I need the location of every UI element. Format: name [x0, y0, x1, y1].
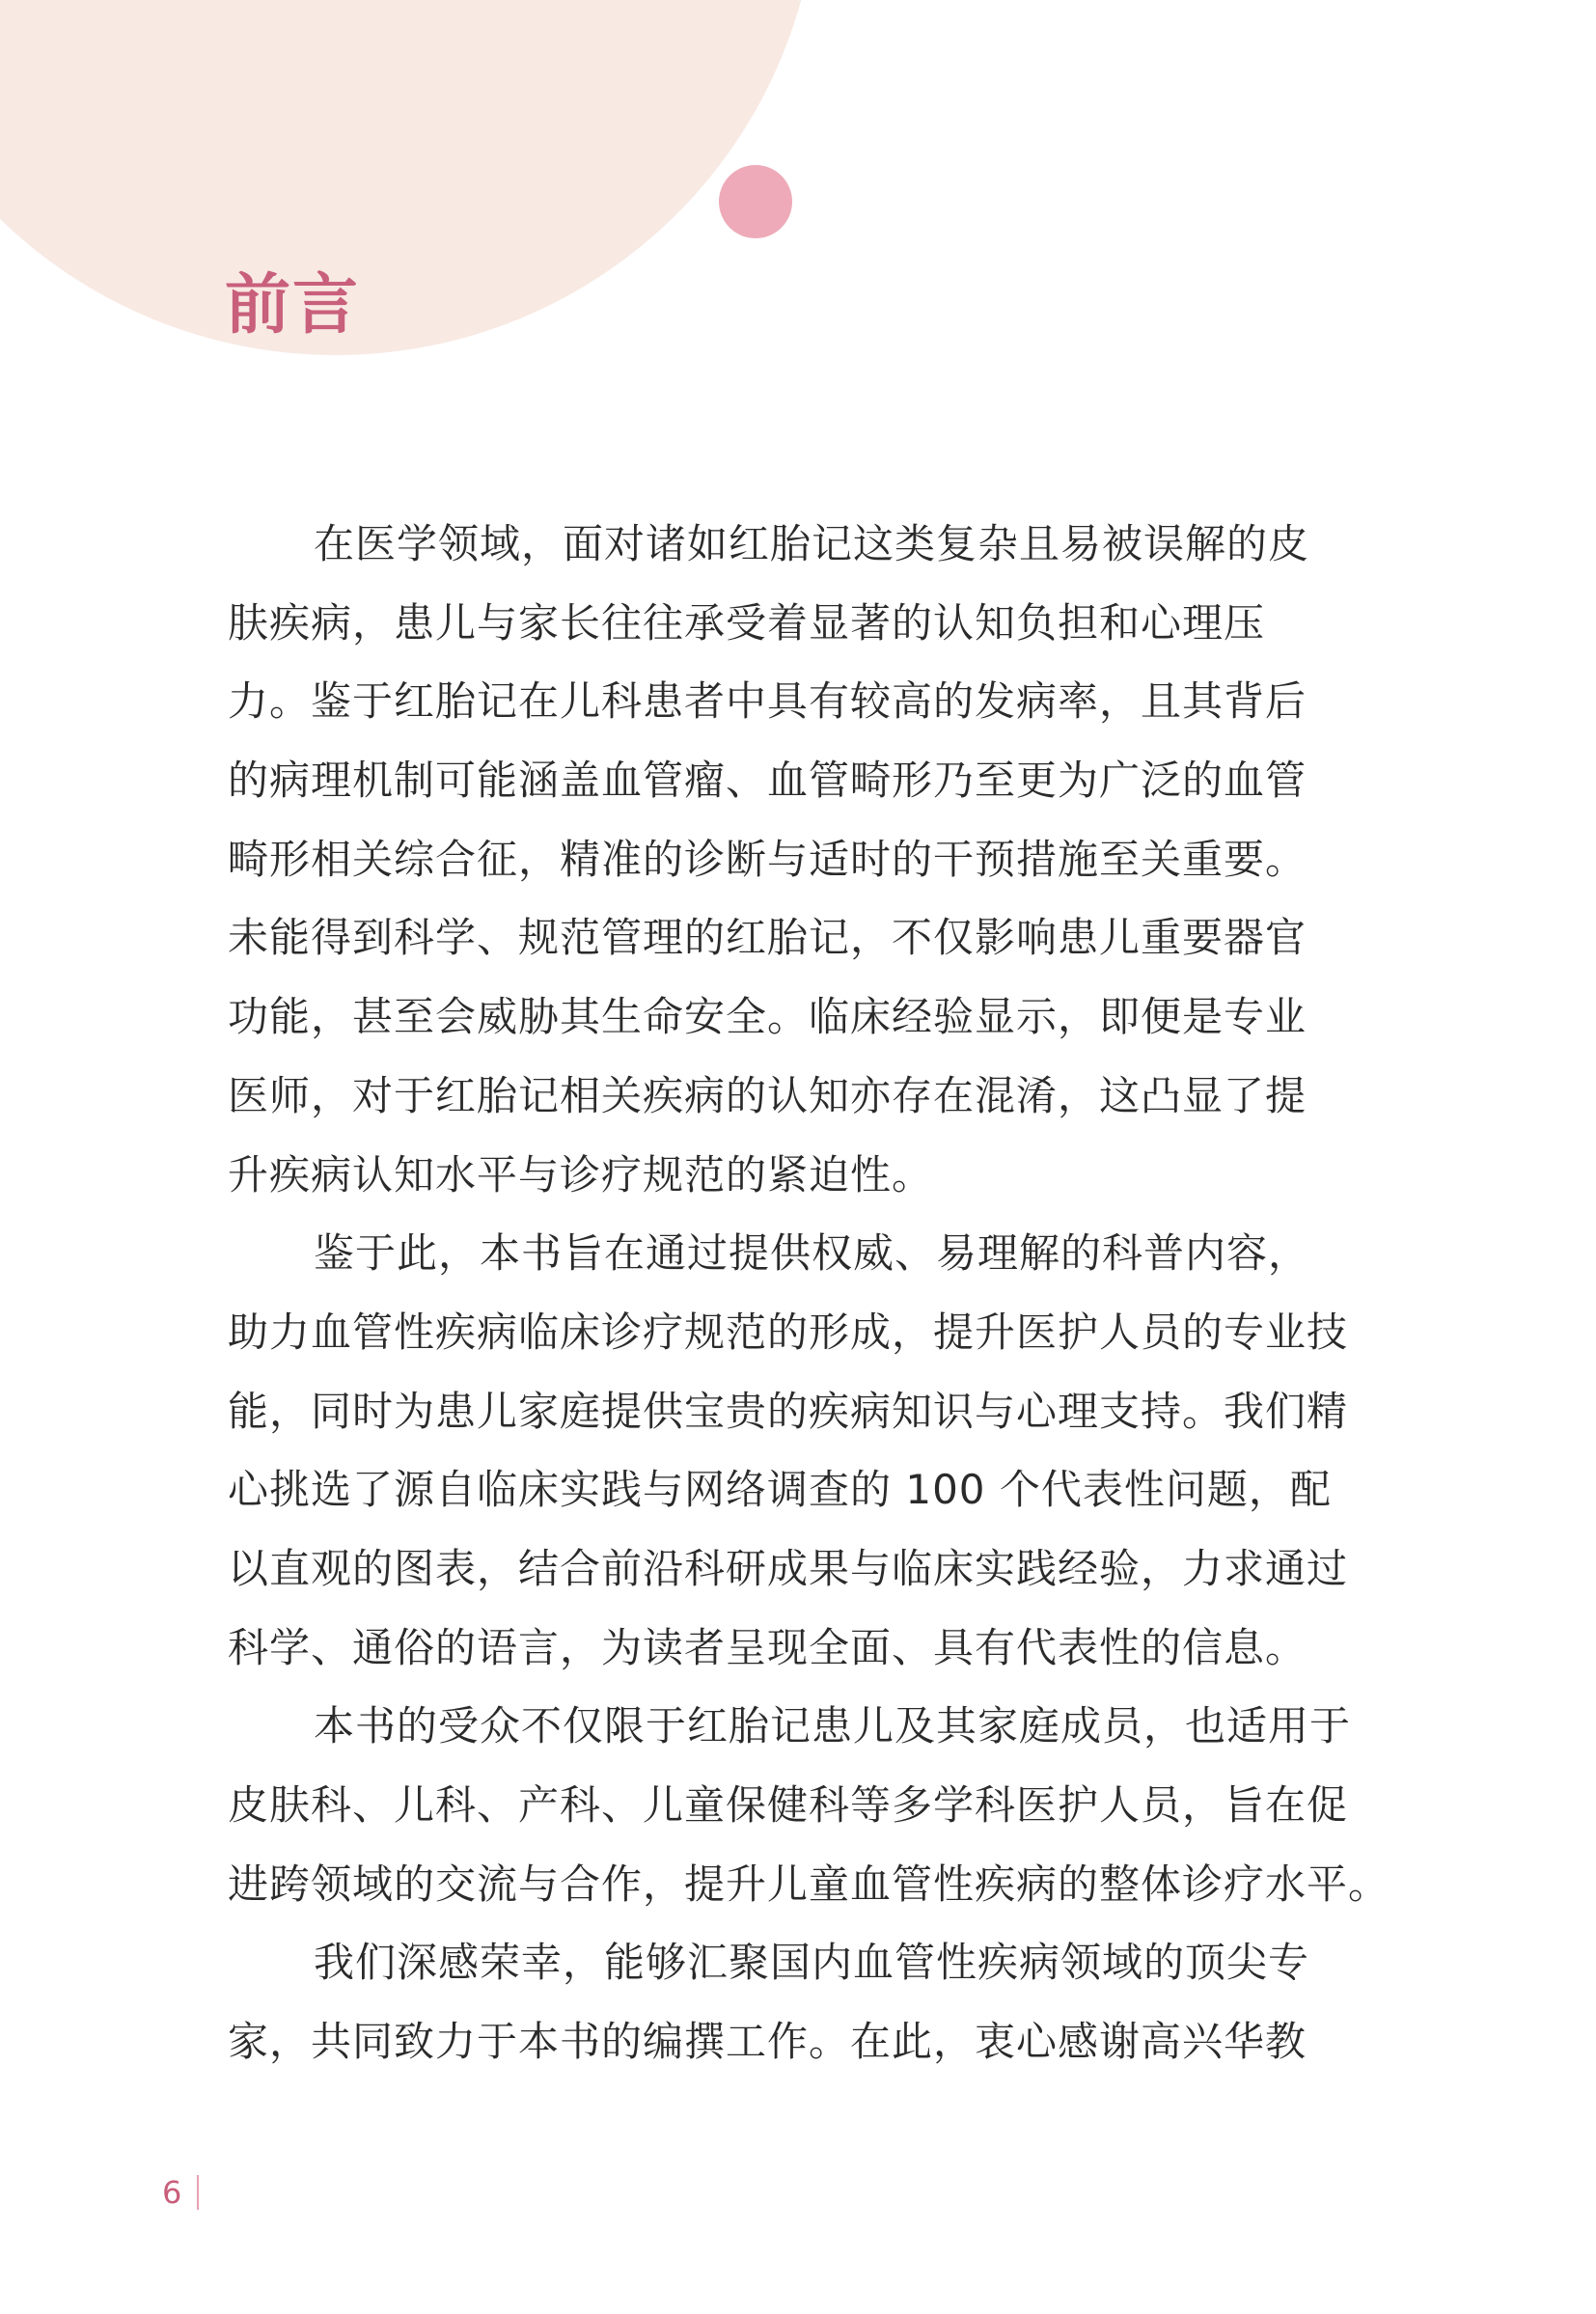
text-line: 在医学领域，面对诸如红胎记这类复杂且易被误解的皮 [314, 520, 1310, 567]
text-line: 的病理机制可能涵盖血管瘤、血管畸形乃至更为广泛的血管 [228, 757, 1307, 805]
text-line: 畸形相关综合征，精准的诊断与适时的干预措施至关重要。 [228, 835, 1307, 883]
text-line: 鉴于此，本书旨在通过提供权威、易理解的科普内容， [314, 1229, 1310, 1278]
preface-body [228, 505, 1390, 2081]
text-line: 本书的受众不仅限于红胎记患儿及其家庭成员，也适用于 [314, 1702, 1352, 1750]
page-number-divider [197, 2175, 199, 2210]
text-line: 医师，对于红胎记相关疾病的认知亦存在混淆，这凸显了提 [228, 1071, 1307, 1119]
text-line: 心挑选了源自临床实践与网络调查的 100 个代表性问题，配 [228, 1466, 1332, 1514]
page-number: 6 [162, 2174, 182, 2211]
page-footer [162, 2173, 199, 2212]
page-title: 前言 [225, 267, 361, 344]
text-line: 以直观的图表，结合前沿科研成果与临床实践经验，力求通过 [228, 1544, 1349, 1592]
text-line: 我们深感荣幸，能够汇聚国内血管性疾病领域的顶尖专 [314, 1939, 1310, 1987]
text-line: 功能，甚至会威胁其生命安全。临床经验显示，即便是专业 [228, 993, 1307, 1041]
text-line: 助力血管性疾病临床诊疗规范的形成，提升医护人员的专业技 [228, 1308, 1349, 1356]
text-line: 升疾病认知水平与诊疗规范的紧迫性。 [228, 1150, 934, 1198]
text-line: 未能得到科学、规范管理的红胎记，不仅影响患儿重要器官 [228, 914, 1307, 962]
decorative-dot [719, 165, 792, 238]
decorative-circle [0, 0, 818, 355]
text-line: 力。鉴于红胎记在儿科患者中具有较高的发病率，且其背后 [228, 677, 1307, 726]
text-line: 进跨领域的交流与合作，提升儿童血管性疾病的整体诊疗水平。 [228, 1859, 1390, 1908]
text-line: 科学、通俗的语言，为读者呈现全面、具有代表性的信息。 [228, 1623, 1307, 1671]
text-line: 皮肤科、儿科、产科、儿童保健科等多学科医护人员，旨在促 [228, 1781, 1349, 1829]
text-line: 肤疾病，患儿与家长往往承受着显著的认知负担和心理压 [228, 598, 1266, 647]
text-line: 家，共同致力于本书的编撰工作。在此，衷心感谢高兴华教 [228, 2018, 1307, 2066]
text-line: 能，同时为患儿家庭提供宝贵的疾病知识与心理支持。我们精 [228, 1387, 1349, 1435]
